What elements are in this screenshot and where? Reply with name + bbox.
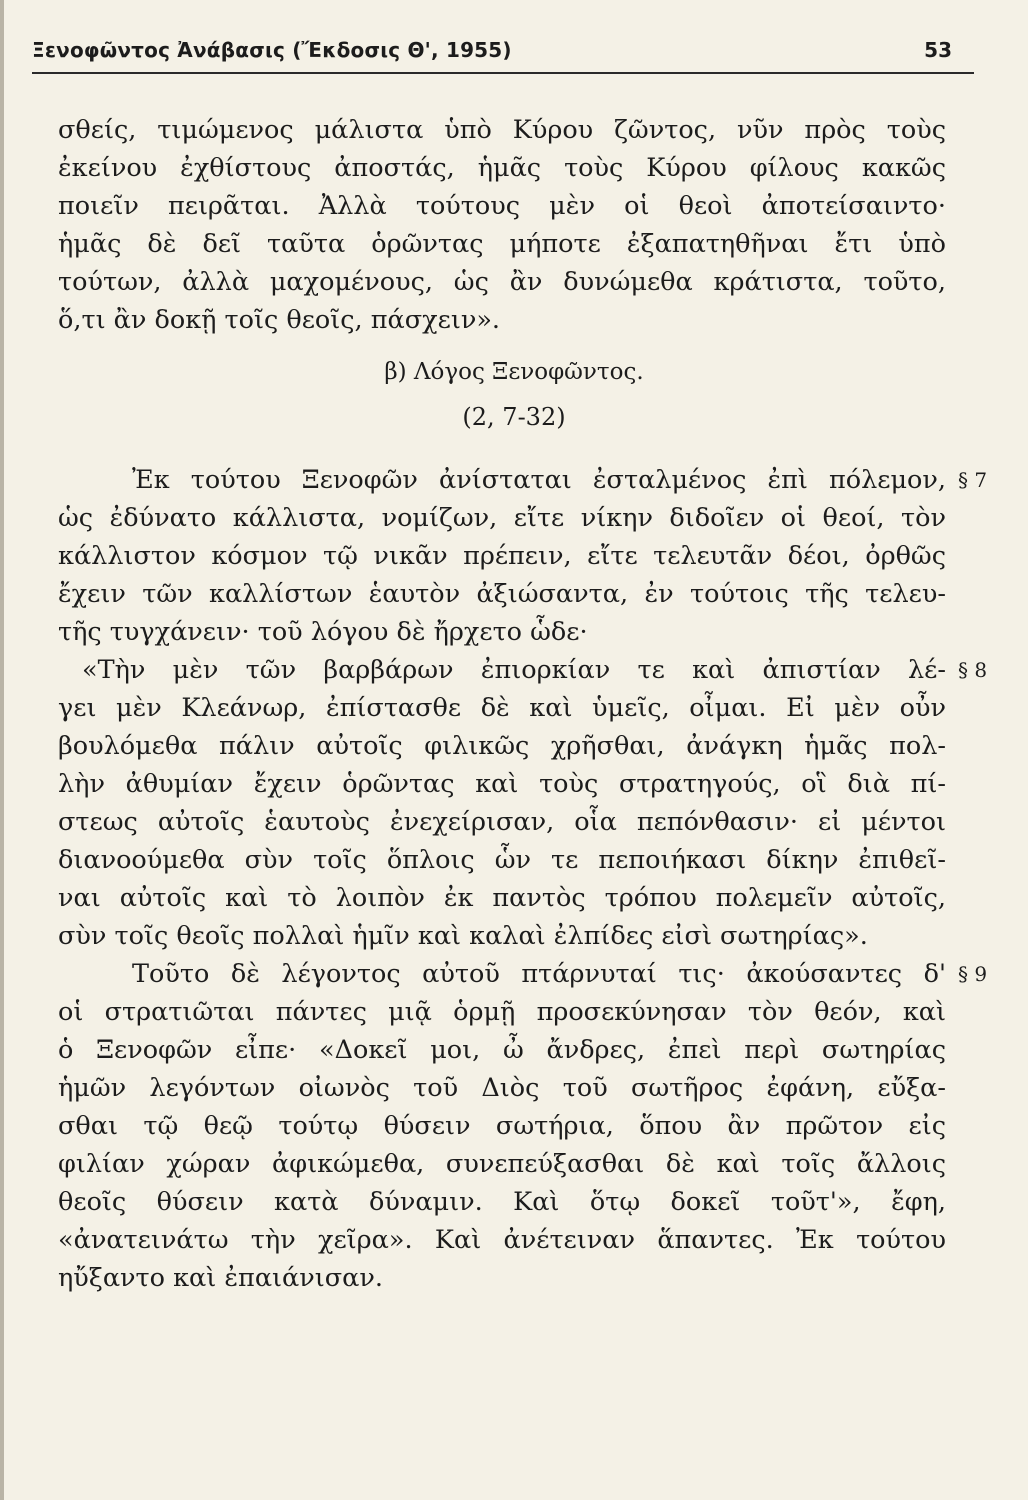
page-edge xyxy=(0,0,4,1500)
text-line: ἡμῶν λεγόντων οἰωνὸς τοῦ Διὸς τοῦ σωτῆρος ἐφάνη, εὔξα- xyxy=(58,1073,946,1103)
text-line: ἡμᾶς δὲ δεῖ ταῦτα ὁρῶντας μήποτε ἐξαπατηθῆναι ἔτι ὑπὸ xyxy=(58,229,946,259)
text-line: ναι αὐτοῖς καὶ τὸ λοιπὸν ἐκ παντὸς τρόπου πολεμεῖν αὐτοῖς, xyxy=(58,883,946,913)
text-line: τῆς τυγχάνειν· τοῦ λόγου δὲ ἤρχετο ὧδε· xyxy=(58,617,588,647)
text-line: ἐκείνου ἐχθίστους ἀποστάς, ἡμᾶς τοὺς Κύρου φίλους κακῶς xyxy=(58,153,946,183)
text-line: βουλόμεθα πάλιν αὐτοῖς φιλικῶς χρῆσθαι, ἀνάγκη ἡμᾶς πολ- xyxy=(58,731,946,761)
text-line: Ἐκ τούτου Ξενοφῶν ἀνίσταται ἐσταλμένος ἐπὶ πόλεμον, xyxy=(132,465,946,495)
text-line: ὡς ἐδύνατο κάλλιστα, νομίζων, εἴτε νίκην διδοῖεν οἱ θεοί, τὸν xyxy=(58,503,946,533)
text-line: ἔχειν τῶν καλλίστων ἑαυτὸν ἀξιώσαντα, ἐν τούτοις τῆς τελευ- xyxy=(58,579,946,609)
text-line: σὺν τοῖς θεοῖς πολλαὶ ἡμῖν καὶ καλαὶ ἐλπίδες εἰσὶ σωτηρίας». xyxy=(58,921,868,951)
text-line: ηὔξαντο καὶ ἐπαιάνισαν. xyxy=(58,1263,383,1293)
text-line: Τοῦτο δὲ λέγοντος αὐτοῦ πτάρνυταί τις· ἀκούσαντες δ' xyxy=(132,959,946,989)
text-line: ὁ Ξενοφῶν εἶπε· «Δοκεῖ μοι, ὦ ἄνδρες, ἐπεὶ περὶ σωτηρίας xyxy=(58,1035,946,1065)
text-line: θεοῖς θύσειν κατὰ δύναμιν. Καὶ ὅτῳ δοκεῖ τοῦτ'», ἔφη, xyxy=(58,1187,946,1217)
text-line: φιλίαν χώραν ἀφικώμεθα, συνεπεύξασθαι δὲ καὶ τοῖς ἄλλοις xyxy=(58,1149,946,1179)
text-line: κάλλιστον κόσμον τῷ νικᾶν πρέπειν, εἴτε τελευτᾶν δέοι, ὀρθῶς xyxy=(58,541,946,571)
section-range: (2, 7-32) xyxy=(462,403,566,431)
text-line: λὴν ἀθυμίαν ἔχειν ὁρῶντας καὶ τοὺς στρατηγούς, οἳ διὰ πί- xyxy=(58,769,946,799)
section-number: § 9 xyxy=(958,962,988,986)
header-rule xyxy=(32,72,974,74)
running-title: Ξενοφῶντος Ἀνάβασις (Ἔκδοσις Θ', 1955) xyxy=(32,38,512,62)
text-line: στεως αὐτοῖς ἑαυτοὺς ἐνεχείρισαν, οἷα πεπόνθασιν· εἰ μέντοι xyxy=(58,807,946,837)
section-number: § 8 xyxy=(958,658,988,682)
page-header xyxy=(32,38,972,72)
text-line: διανοούμεθα σὺν τοῖς ὅπλοις ὧν τε πεποιήκασι δίκην ἐπιθεῖ- xyxy=(58,845,946,875)
text-line: ὅ,τι ἂν δοκῇ τοῖς θεοῖς, πάσχειν». xyxy=(58,305,501,335)
text-line: οἱ στρατιῶται πάντες μιᾷ ὁρμῇ προσεκύνησαν τὸν θεόν, καὶ xyxy=(58,997,946,1027)
text-line: σθείς, τιμώμενος μάλιστα ὑπὸ Κύρου ζῶντος, νῦν πρὸς τοὺς xyxy=(58,115,946,145)
text-line: σθαι τῷ θεῷ τούτῳ θύσειν σωτήρια, ὅπου ἂν πρῶτον εἰς xyxy=(58,1111,946,1141)
text-line: «ἀνατεινάτω τὴν χεῖρα». Καὶ ἀνέτειναν ἅπαντες. Ἐκ τούτου xyxy=(58,1225,946,1255)
section-heading: β) Λόγος Ξενοφῶντος. xyxy=(384,359,644,385)
text-line: ποιεῖν πειρᾶται. Ἀλλὰ τούτους μὲν οἱ θεοὶ ἀποτείσαιντο· xyxy=(58,191,946,221)
section-number: § 7 xyxy=(958,468,988,492)
text-line: γει μὲν Κλεάνωρ, ἐπίστασθε δὲ καὶ ὑμεῖς, οἶμαι. Εἰ μὲν οὖν xyxy=(58,693,946,723)
text-line: «Τὴν μὲν τῶν βαρβάρων ἐπιορκίαν τε καὶ ἀπιστίαν λέ- xyxy=(82,655,946,685)
page-number: 53 xyxy=(924,38,952,62)
text-line: τούτων, ἀλλὰ μαχομένους, ὡς ἂν δυνώμεθα κράτιστα, τοῦτο, xyxy=(58,267,946,297)
